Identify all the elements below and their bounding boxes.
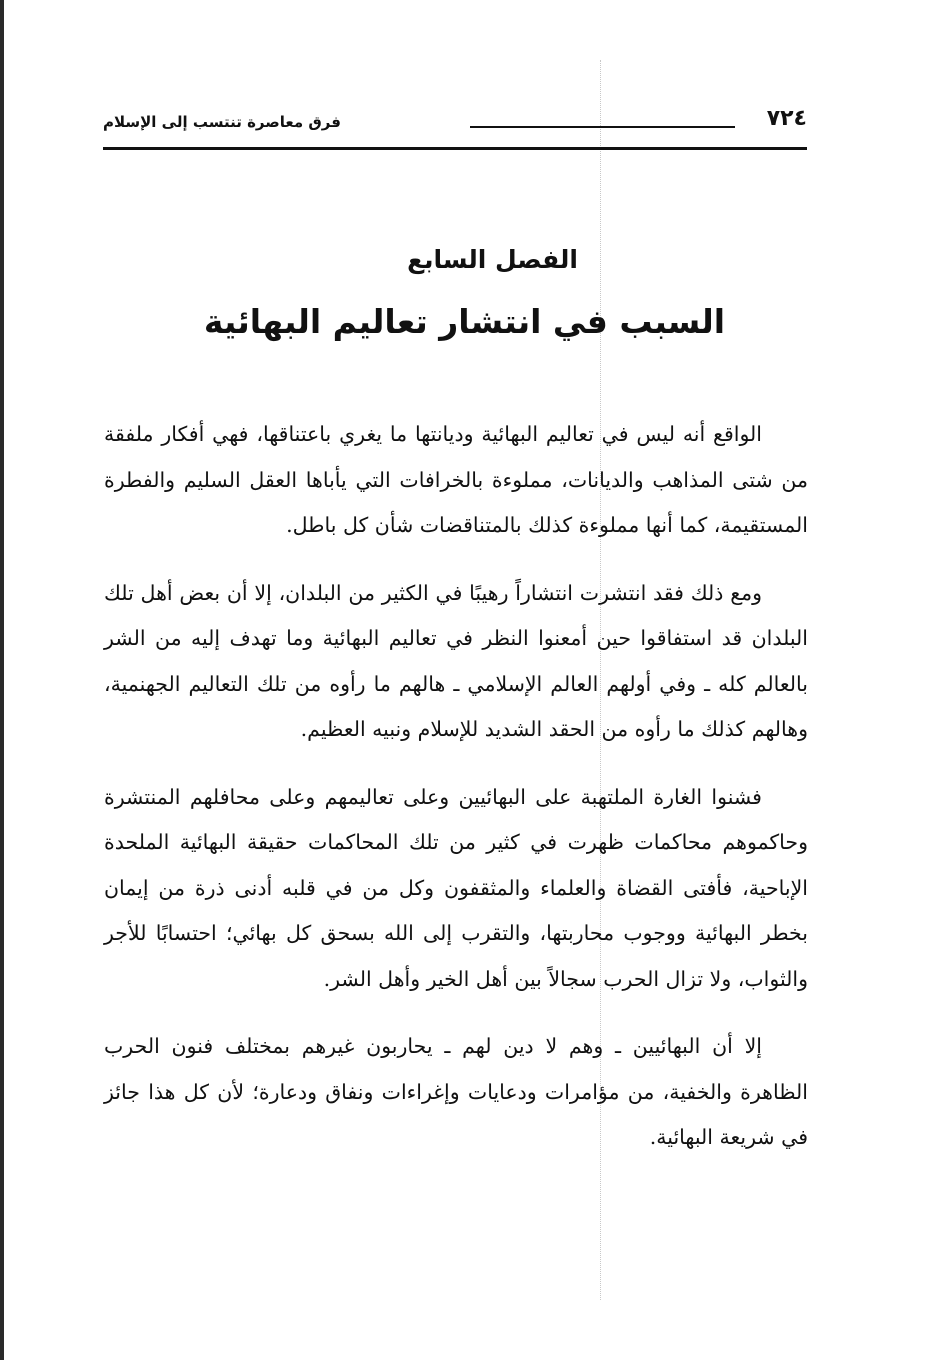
header-divider bbox=[103, 147, 807, 150]
paragraph-3: فشنوا الغارة الملتهبة على البهائيين وعلى تعاليمهم وعلى محافلهم المنتشرة وحاكموهم محاكمات ظهرت في كثير من تلك المحاكمات حقيقة البهائية الملحدة الإباحية، فأفتى القضاة والعلماء والمثقفون وكل من في قلبه أدنى ذرة من إيمان بخطر البهائية ووجوب محاربتها، والتقرب إلى الله بسحق كل بهائي؛ احتسابًا للأجر والثواب، ولا تزال الحرب سجالاً بين أهل الخير وأهل الشر. bbox=[104, 784, 808, 991]
chapter-title bbox=[0, 294, 929, 350]
book-title: فرق معاصرة تنتسب إلى الإسلام bbox=[103, 113, 341, 131]
chapter-title-text: السبب في انتشار تعاليم البهائية bbox=[203, 302, 726, 341]
paragraph-2: ومع ذلك فقد انتشرت انتشاراً رهيبًا في الكثير من البلدان، إلا أن بعض أهل تلك البلدان قد استفاقوا حين أمعنوا النظر في تعاليم البهائية وما تهدف إليه من الشر بالعالم كله ـ وفي أولهم العالم الإسلامي ـ هالهم ما رأوه من تلك التعاليم الجهنمية، وهالهم كذلك ما رأوه من الحقد الشديد للإسلام ونبيه العظيم. bbox=[104, 580, 808, 741]
scan-edge bbox=[0, 0, 4, 1360]
paragraph-4: إلا أن البهائيين ـ وهم لا دين لهم ـ يحاربون غيرهم بمختلف فنون الحرب الظاهرة والخفية، من مؤامرات ودعايات وإغراءات ونفاق ودعارة؛ لأن كل هذا جائز في شريعة البهائية. bbox=[104, 1034, 808, 1149]
header-rule bbox=[470, 126, 735, 128]
running-header bbox=[103, 104, 807, 144]
body-text bbox=[104, 412, 808, 1183]
chapter-label bbox=[0, 240, 929, 280]
page-number: ٧٢٤ bbox=[766, 106, 807, 131]
paragraph-1: الواقع أنه ليس في تعاليم البهائية وديانتها ما يغري باعتناقها، فهي أفكار ملفقة من شتى المذاهب والديانات، مملوءة بالخرافات التي يأباها العقل السليم والفطرة المستقيمة، كما أنها مملوءة كذلك بالمتناقضات شأن كل باطل. bbox=[104, 422, 808, 537]
chapter-label-text: الفصل السابع bbox=[407, 245, 578, 274]
